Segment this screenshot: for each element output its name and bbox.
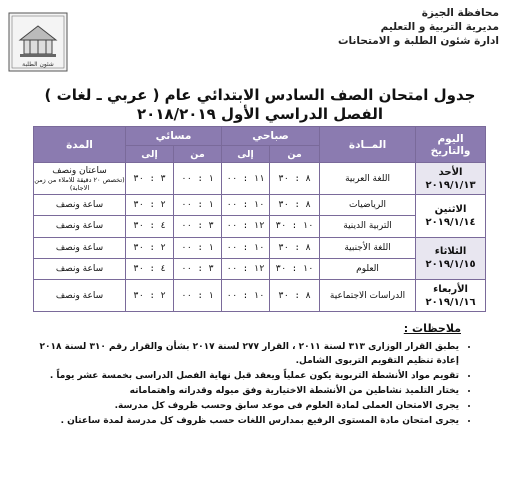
subject-cell: التربية الدينية bbox=[320, 216, 416, 237]
header-line-directorate: مديرية التربية و التعليم bbox=[380, 21, 499, 33]
day-name: الأربعاء bbox=[433, 283, 468, 295]
header-line-administration: ادارة شئون الطلبة و الامتحانات bbox=[338, 35, 499, 47]
duration-cell: ساعة ونصف bbox=[34, 280, 126, 312]
subject-cell: الرياضيات bbox=[320, 195, 416, 216]
duration-cell: ساعة ونصف bbox=[34, 216, 126, 237]
evening-from-cell: ١ : ٠٠ bbox=[174, 195, 222, 216]
evening-to-cell: ٤ : ٣٠ bbox=[126, 258, 174, 279]
evening-from-cell: ٣ : ٠٠ bbox=[174, 216, 222, 237]
header-subject: المــادة bbox=[320, 127, 416, 163]
day-name: الثلاثاء bbox=[434, 246, 467, 258]
header-day-date: اليوم والتاريخ bbox=[416, 127, 486, 163]
duration-cell: ساعة ونصف bbox=[34, 237, 126, 258]
day-date: ٢٠١٩/١/١٤ bbox=[425, 216, 476, 228]
header-morning-from: من bbox=[270, 146, 320, 163]
list-item: • يجرى الامتحان العملى لمادة العلوم فى موعد سابق وحسب ظروف كل مدرسة. bbox=[39, 399, 459, 413]
notes-list bbox=[39, 340, 473, 429]
morning-from-cell: ٨ : ٣٠ bbox=[270, 237, 320, 258]
subject-cell: اللغة العربية bbox=[320, 163, 416, 195]
day-name: الأحد bbox=[438, 166, 463, 178]
header-evening-to: إلى bbox=[126, 146, 174, 163]
exam-schedule-table bbox=[33, 126, 486, 312]
morning-to-cell: ١٠ : ٠٠ bbox=[222, 237, 270, 258]
list-item: • يجرى امتحان مادة المستوى الرفيع بمدارس اللغات حسب ظروف كل مدرسة لمدة ساعتان . bbox=[39, 414, 459, 428]
duration-note: (تخصص ٢٠ دقيقة للاملاء من زمن الاجابة) bbox=[34, 175, 125, 192]
day-cell bbox=[416, 280, 486, 312]
header-duration: المدة bbox=[34, 127, 126, 163]
day-date: ٢٠١٩/١/١٣ bbox=[425, 179, 476, 191]
svg-text:شئون الطلبة: شئون الطلبة bbox=[22, 61, 54, 68]
title-line-2: الفصل الدراسي الأول ٢٠١٨/٢٠١٩ bbox=[137, 105, 383, 123]
evening-from-cell: ١ : ٠٠ bbox=[174, 280, 222, 312]
day-cell bbox=[416, 237, 486, 280]
day-cell bbox=[416, 195, 486, 238]
subject-cell: اللغة الأجنبية bbox=[320, 237, 416, 258]
evening-from-cell: ١ : ٠٠ bbox=[174, 163, 222, 195]
table-row bbox=[34, 163, 486, 195]
subject-cell: الدراسات الاجتماعية bbox=[320, 280, 416, 312]
evening-from-cell: ١ : ٠٠ bbox=[174, 237, 222, 258]
evening-to-cell: ٤ : ٣٠ bbox=[126, 216, 174, 237]
notes-heading: ملاحظات : bbox=[403, 322, 461, 335]
title-line-1: جدول امتحان الصف السادس الابتدائي عام ( عربي ـ لغات ) bbox=[44, 86, 476, 104]
morning-to-cell: ١١ : ٠٠ bbox=[222, 163, 270, 195]
evening-to-cell: ٢ : ٣٠ bbox=[126, 280, 174, 312]
logo-icon bbox=[8, 12, 68, 72]
list-item: • تقويم مواد الأنشطة التربوية يكون عملياً ويعقد قبل نهاية الفصل الدراسى بخمسة عشر يوماً . bbox=[39, 369, 459, 383]
duration-cell: ساعة ونصف bbox=[34, 195, 126, 216]
evening-to-cell: ٢ : ٣٠ bbox=[126, 237, 174, 258]
header-block bbox=[289, 6, 499, 48]
morning-from-cell: ٨ : ٣٠ bbox=[270, 280, 320, 312]
day-date: ٢٠١٩/١/١٥ bbox=[425, 259, 476, 271]
evening-to-cell: ٢ : ٣٠ bbox=[126, 195, 174, 216]
list-item: • يختار التلميذ نشاطين من الأنشطة الاختيارية وفق ميوله وقدراته واهتماماته bbox=[39, 384, 459, 398]
morning-from-cell: ٨ : ٣٠ bbox=[270, 163, 320, 195]
morning-to-cell: ١٠ : ٠٠ bbox=[222, 280, 270, 312]
morning-to-cell: ١٢ : ٠٠ bbox=[222, 216, 270, 237]
day-cell bbox=[416, 163, 486, 195]
subject-cell: العلوم bbox=[320, 258, 416, 279]
morning-from-cell: ٨ : ٣٠ bbox=[270, 195, 320, 216]
header-line-governorate: محافظة الجيزة bbox=[421, 7, 499, 19]
table-row bbox=[34, 195, 486, 216]
duration-text: ساعتان ونصف bbox=[52, 165, 107, 176]
table-row bbox=[34, 237, 486, 258]
morning-from-cell: ١٠ : ٣٠ bbox=[270, 258, 320, 279]
morning-to-cell: ١٢ : ٠٠ bbox=[222, 258, 270, 279]
evening-from-cell: ٣ : ٠٠ bbox=[174, 258, 222, 279]
header-morning-to: إلى bbox=[222, 146, 270, 163]
header-evening-from: من bbox=[174, 146, 222, 163]
morning-from-cell: ١٠ : ٣٠ bbox=[270, 216, 320, 237]
header-morning: صباحي bbox=[222, 127, 320, 146]
morning-to-cell: ١٠ : ٠٠ bbox=[222, 195, 270, 216]
duration-cell: ساعة ونصف bbox=[34, 258, 126, 279]
day-date: ٢٠١٩/١/١٦ bbox=[425, 296, 476, 308]
header-evening: مسائي bbox=[126, 127, 222, 146]
duration-cell bbox=[34, 163, 126, 195]
page-title bbox=[40, 86, 480, 124]
list-item: • يطبق القرار الوزارى ٣١٣ لسنة ٢٠١١ ، القرار ٢٧٧ لسنة ٢٠١٧ بشأن والقرار رقم ٣١٠ لسنة ٢٠١٨ إعادة تنظيم التقويم التربوى الشامل. bbox=[39, 340, 459, 368]
evening-to-cell: ٣ : ٣٠ bbox=[126, 163, 174, 195]
table-row bbox=[34, 280, 486, 312]
day-name: الاثنين bbox=[434, 203, 467, 215]
